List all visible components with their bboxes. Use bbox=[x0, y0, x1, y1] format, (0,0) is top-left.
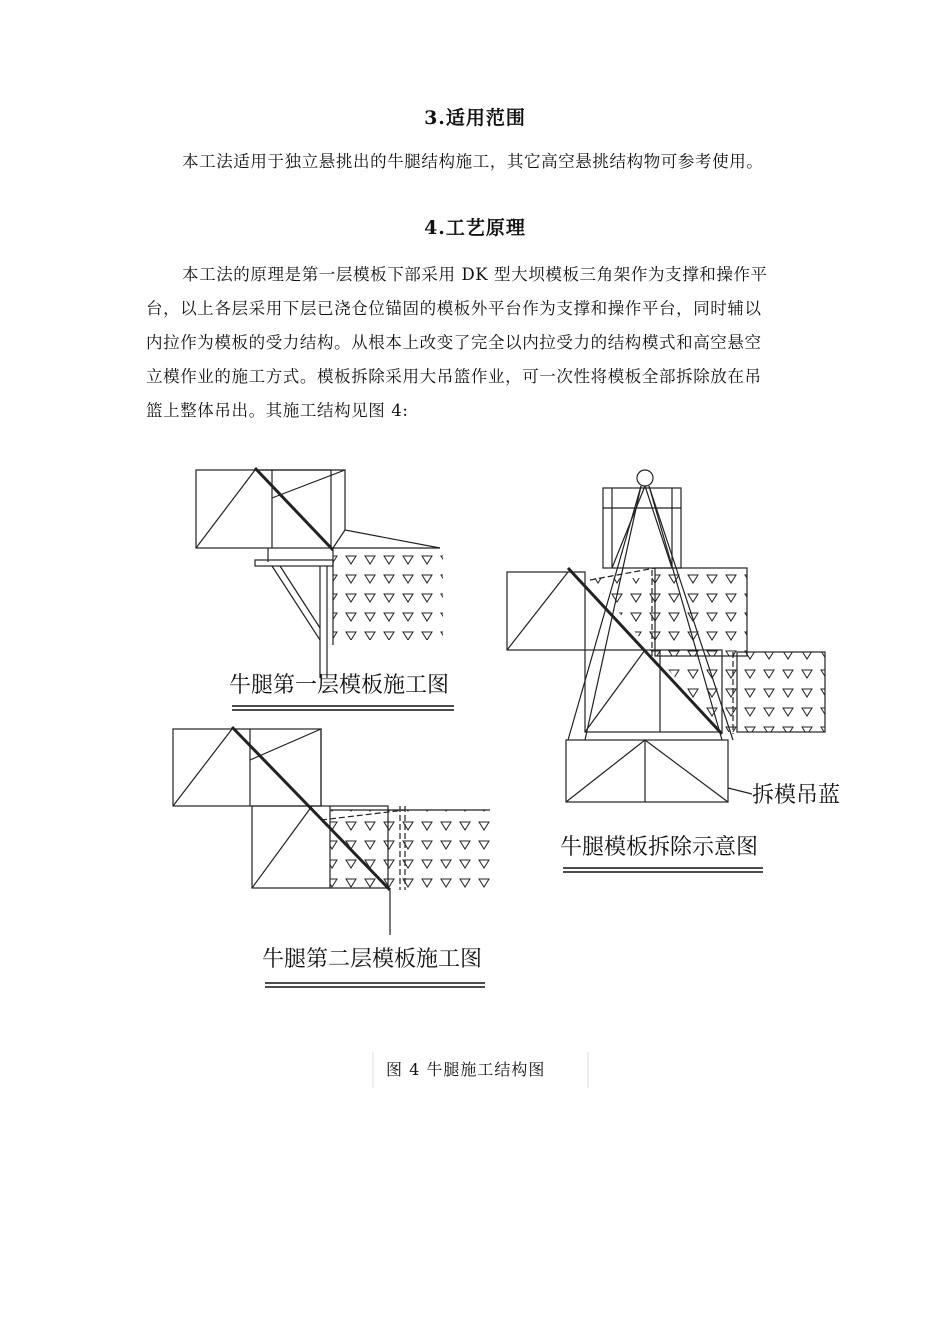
paragraph-line: 台，以上各层采用下层已浇仓位锚固的模板外平台作为支撑和操作平台，同时辅以 bbox=[146, 299, 762, 318]
paragraph-line: 立模作业的施工方式。模板拆除采用大吊篮作业，可一次性将模板全部拆除放在吊 bbox=[146, 367, 762, 386]
figure-caption: 图 4 牛腿施工结构图 bbox=[386, 1060, 546, 1079]
drawing-layer-1 bbox=[196, 468, 443, 678]
paragraph-line: 内拉作为模板的受力结构。从根本上改变了完全以内拉受力的结构模式和高空悬空 bbox=[146, 333, 762, 352]
caption-removal: 牛腿模板拆除示意图 bbox=[560, 835, 759, 860]
caption-layer-1: 牛腿第一层模板施工图 bbox=[229, 673, 450, 698]
label-basket: 拆模吊蓝 bbox=[752, 783, 841, 808]
section-3-title: 3.适用范围 bbox=[424, 107, 526, 129]
drawing-layer-2 bbox=[173, 727, 490, 935]
caption-layer-2: 牛腿第二层模板施工图 bbox=[262, 947, 483, 972]
paragraph-line: 本工法适用于独立悬挑出的牛腿结构施工，其它高空悬挑结构物可参考使用。 bbox=[182, 152, 764, 171]
section-4-title: 4.工艺原理 bbox=[424, 217, 526, 239]
paragraph-line: 篮上整体吊出。其施工结构见图 4: bbox=[146, 401, 409, 420]
paragraph-line: 本工法的原理是第一层模板下部采用 DK 型大坝模板三角架作为支撑和操作平 bbox=[182, 265, 768, 284]
drawing-removal bbox=[507, 470, 825, 802]
